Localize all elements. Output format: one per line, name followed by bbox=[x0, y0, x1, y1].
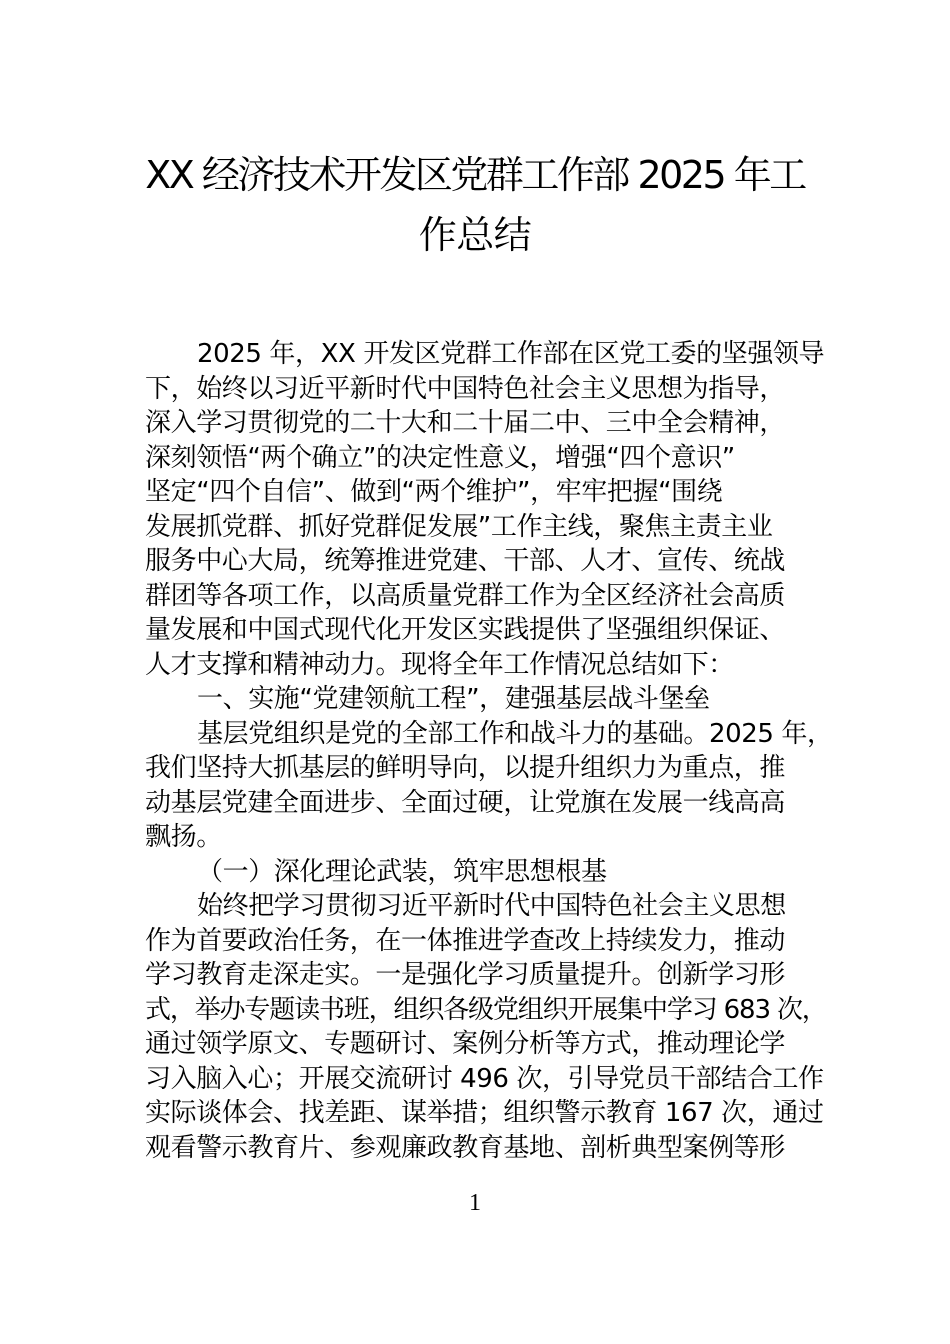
paragraph-intro-line: 量发展和中国式现代化开发区实践提供了坚强组织保证、 bbox=[145, 615, 786, 645]
paragraph-section1-line: 我们坚持大抓基层的鲜明导向，以提升组织力为重点，推 bbox=[145, 753, 786, 783]
paragraph-subsection1-line: 习入脑入心；开展交流研讨 496 次，引导党员干部结合工作 bbox=[145, 1063, 824, 1094]
paragraph-section1-line: 基层党组织是党的全部工作和战斗力的基础。2025 年， bbox=[197, 718, 833, 749]
paragraph-intro-line: 发展抓党群、抓好党群促发展”工作主线，聚焦主责主业 bbox=[145, 511, 773, 542]
paragraph-intro-line: 2025 年，XX 开发区党群工作部在区党工委的坚强领导 bbox=[197, 339, 825, 369]
paragraph-section1-line: 飘扬。 bbox=[145, 822, 222, 852]
paragraph-intro-line: 下，始终以习近平新时代中国特色社会主义思想为指导， bbox=[145, 373, 786, 404]
paragraph-section1-line: 动基层党建全面进步、全面过硬，让党旗在发展一线高高 bbox=[145, 787, 786, 818]
paragraph-subsection1-line: 始终把学习贯彻习近平新时代中国特色社会主义思想 bbox=[197, 891, 786, 921]
paragraph-subsection1-line: 通过领学原文、专题研讨、案例分析等方式，推动理论学 bbox=[145, 1029, 786, 1059]
paragraph-subsection1-line: 实际谈体会、找差距、谋举措；组织警示教育 167 次，通过 bbox=[145, 1098, 824, 1128]
document-body bbox=[145, 337, 833, 1165]
paragraph-subsection1-line: 学习教育走深走实。一是强化学习质量提升。创新学习形 bbox=[145, 960, 786, 990]
paragraph-intro-line: 群团等各项工作，以高质量党群工作为全区经济社会高质 bbox=[145, 580, 786, 611]
title-line-1: XX 经济技术开发区党群工作部 2025 年工 bbox=[145, 153, 805, 197]
paragraph-intro-line: 坚定“四个自信”、做到“两个维护”，牢牢把握“围绕 bbox=[145, 477, 723, 507]
paragraph-intro-line: 深入学习贯彻党的二十大和二十届二中、三中全会精神， bbox=[145, 408, 786, 438]
document-title bbox=[145, 145, 805, 265]
section-heading-1: 一、实施“党建领航工程”，建强基层战斗堡垒 bbox=[197, 684, 710, 714]
paragraph-intro-line: 人才支撑和精神动力。现将全年工作情况总结如下： bbox=[145, 649, 734, 680]
paragraph-subsection1-line: 式，举办专题读书班，组织各级党组织开展集中学习 683 次， bbox=[145, 994, 827, 1025]
subsection-heading-1: （一）深化理论武装，筑牢思想根基 bbox=[197, 856, 607, 887]
paragraph-subsection1-line: 作为首要政治任务，在一体推进学查改上持续发力，推动 bbox=[145, 925, 786, 956]
paragraph-intro-line: 服务中心大局，统筹推进党建、干部、人才、宣传、统战 bbox=[145, 546, 786, 576]
page-number: 1 bbox=[469, 1190, 481, 1216]
paragraph-intro-line: 深刻领悟“两个确立”的决定性意义，增强“四个意识” bbox=[145, 442, 735, 473]
paragraph-subsection1-line: 观看警示教育片、参观廉政教育基地、剖析典型案例等形 bbox=[145, 1132, 786, 1163]
title-line-2: 作总结 bbox=[418, 213, 532, 257]
